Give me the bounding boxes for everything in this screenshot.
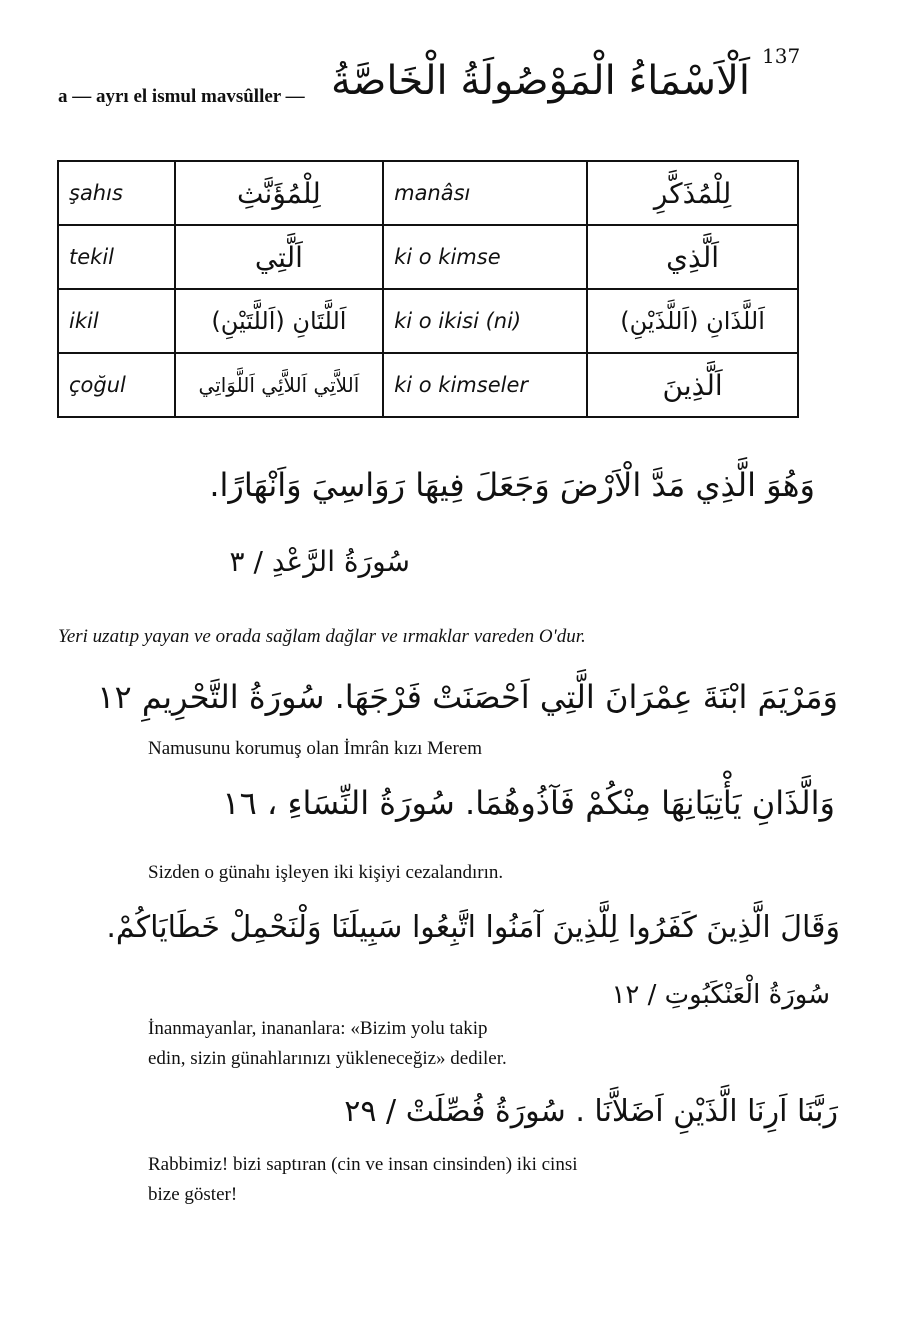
cell-muennes: اَللاَّتِي اَللاَّئِي اَللَّوَاتِي <box>175 353 383 417</box>
cell-muzekker: اَللَّذَانِ (اَللَّذَيْنِ) <box>587 289 798 353</box>
cell-shahis: çoğul <box>58 353 175 417</box>
relative-pronoun-table <box>57 160 799 418</box>
page-number: 137 <box>762 44 801 68</box>
section-heading-arabic: اَلْاَسْمَاءُ الْمَوْصُولَةُ الْخَاصَّةُ <box>330 58 750 104</box>
verse-translation <box>148 1014 848 1074</box>
verse-arabic: وَقَالَ الَّذِينَ كَفَرُوا لِلَّذِينَ آمَنُوا اتَّبِعُوا سَبِيلَنَا وَلْنَحْمِلْ خَطَايَاكُمْ. <box>106 910 840 945</box>
translation-line: İnanmayanlar, inananlara: «Bizim yolu takip <box>148 1018 488 1039</box>
translation-line: bize göster! <box>148 1184 238 1205</box>
table-row <box>58 225 798 289</box>
verse-translation: Namusunu korumuş olan İmrân kızı Merem <box>148 738 483 759</box>
cell-muzekker: اَلَّذِي <box>587 225 798 289</box>
header-muennes: لِلْمُؤَنَّثِ <box>175 161 383 225</box>
verse-arabic: وَالَّذَانِ يَأْتِيَانِهَا مِنْكُمْ فَآذُوهُمَا. سُورَةُ النِّسَاءِ ، ١٦ <box>222 784 835 822</box>
cell-shahis: tekil <box>58 225 175 289</box>
header-shahis: şahıs <box>58 161 175 225</box>
section-heading-latin: a — ayrı el ismul mavsûller — <box>58 86 305 107</box>
verse-translation <box>148 1150 848 1210</box>
header-manasi: manâsı <box>383 161 587 225</box>
cell-manasi: ki o ikisi (ni) <box>383 289 587 353</box>
cell-manasi: ki o kimse <box>383 225 587 289</box>
cell-manasi: ki o kimseler <box>383 353 587 417</box>
translation-line: edin, sizin günahlarınızı yükleneceğiz» dediler. <box>148 1048 507 1069</box>
table-row <box>58 353 798 417</box>
cell-shahis: ikil <box>58 289 175 353</box>
verse-arabic: وَمَرْيَمَ ابْنَةَ عِمْرَانَ الَّتِي اَحْصَنَتْ فَرْجَهَا. سُورَةُ التَّحْرِيمِ ١٢ <box>97 678 838 716</box>
cell-muennes: اَلَّتِي <box>175 225 383 289</box>
cell-muennes: اَللَّتَانِ (اَللَّتَيْنِ) <box>175 289 383 353</box>
cell-muzekker: اَلَّذِينَ <box>587 353 798 417</box>
table-row <box>58 289 798 353</box>
verse-source: سُورَةُ الْعَنْكَبُوتِ / ١٢ <box>611 980 830 1010</box>
verse-translation: Sizden o günahı işleyen iki kişiyi cezalandırın. <box>148 862 504 883</box>
verse-source: سُورَةُ الرَّعْدِ / ٣ <box>229 545 410 578</box>
verse-translation: Yeri uzatıp yayan ve orada sağlam dağlar ve ırmaklar vareden O'dur. <box>58 626 586 647</box>
header-muzekker: لِلْمُذَكَّرِ <box>587 161 798 225</box>
verse-arabic: وَهُوَ الَّذِي مَدَّ الْاَرْضَ وَجَعَلَ فِيهَا رَوَاسِيَ وَاَنْهَارًا. <box>209 466 815 504</box>
translation-line: Rabbimiz! bizi saptıran (cin ve insan cinsinden) iki cinsi <box>148 1154 578 1175</box>
table-header-row <box>58 161 798 225</box>
verse-arabic: رَبَّنَا اَرِنَا الَّذَيْنِ اَضَلاَّنَا . سُورَةُ فُصِّلَتْ / ٢٩ <box>344 1094 838 1129</box>
